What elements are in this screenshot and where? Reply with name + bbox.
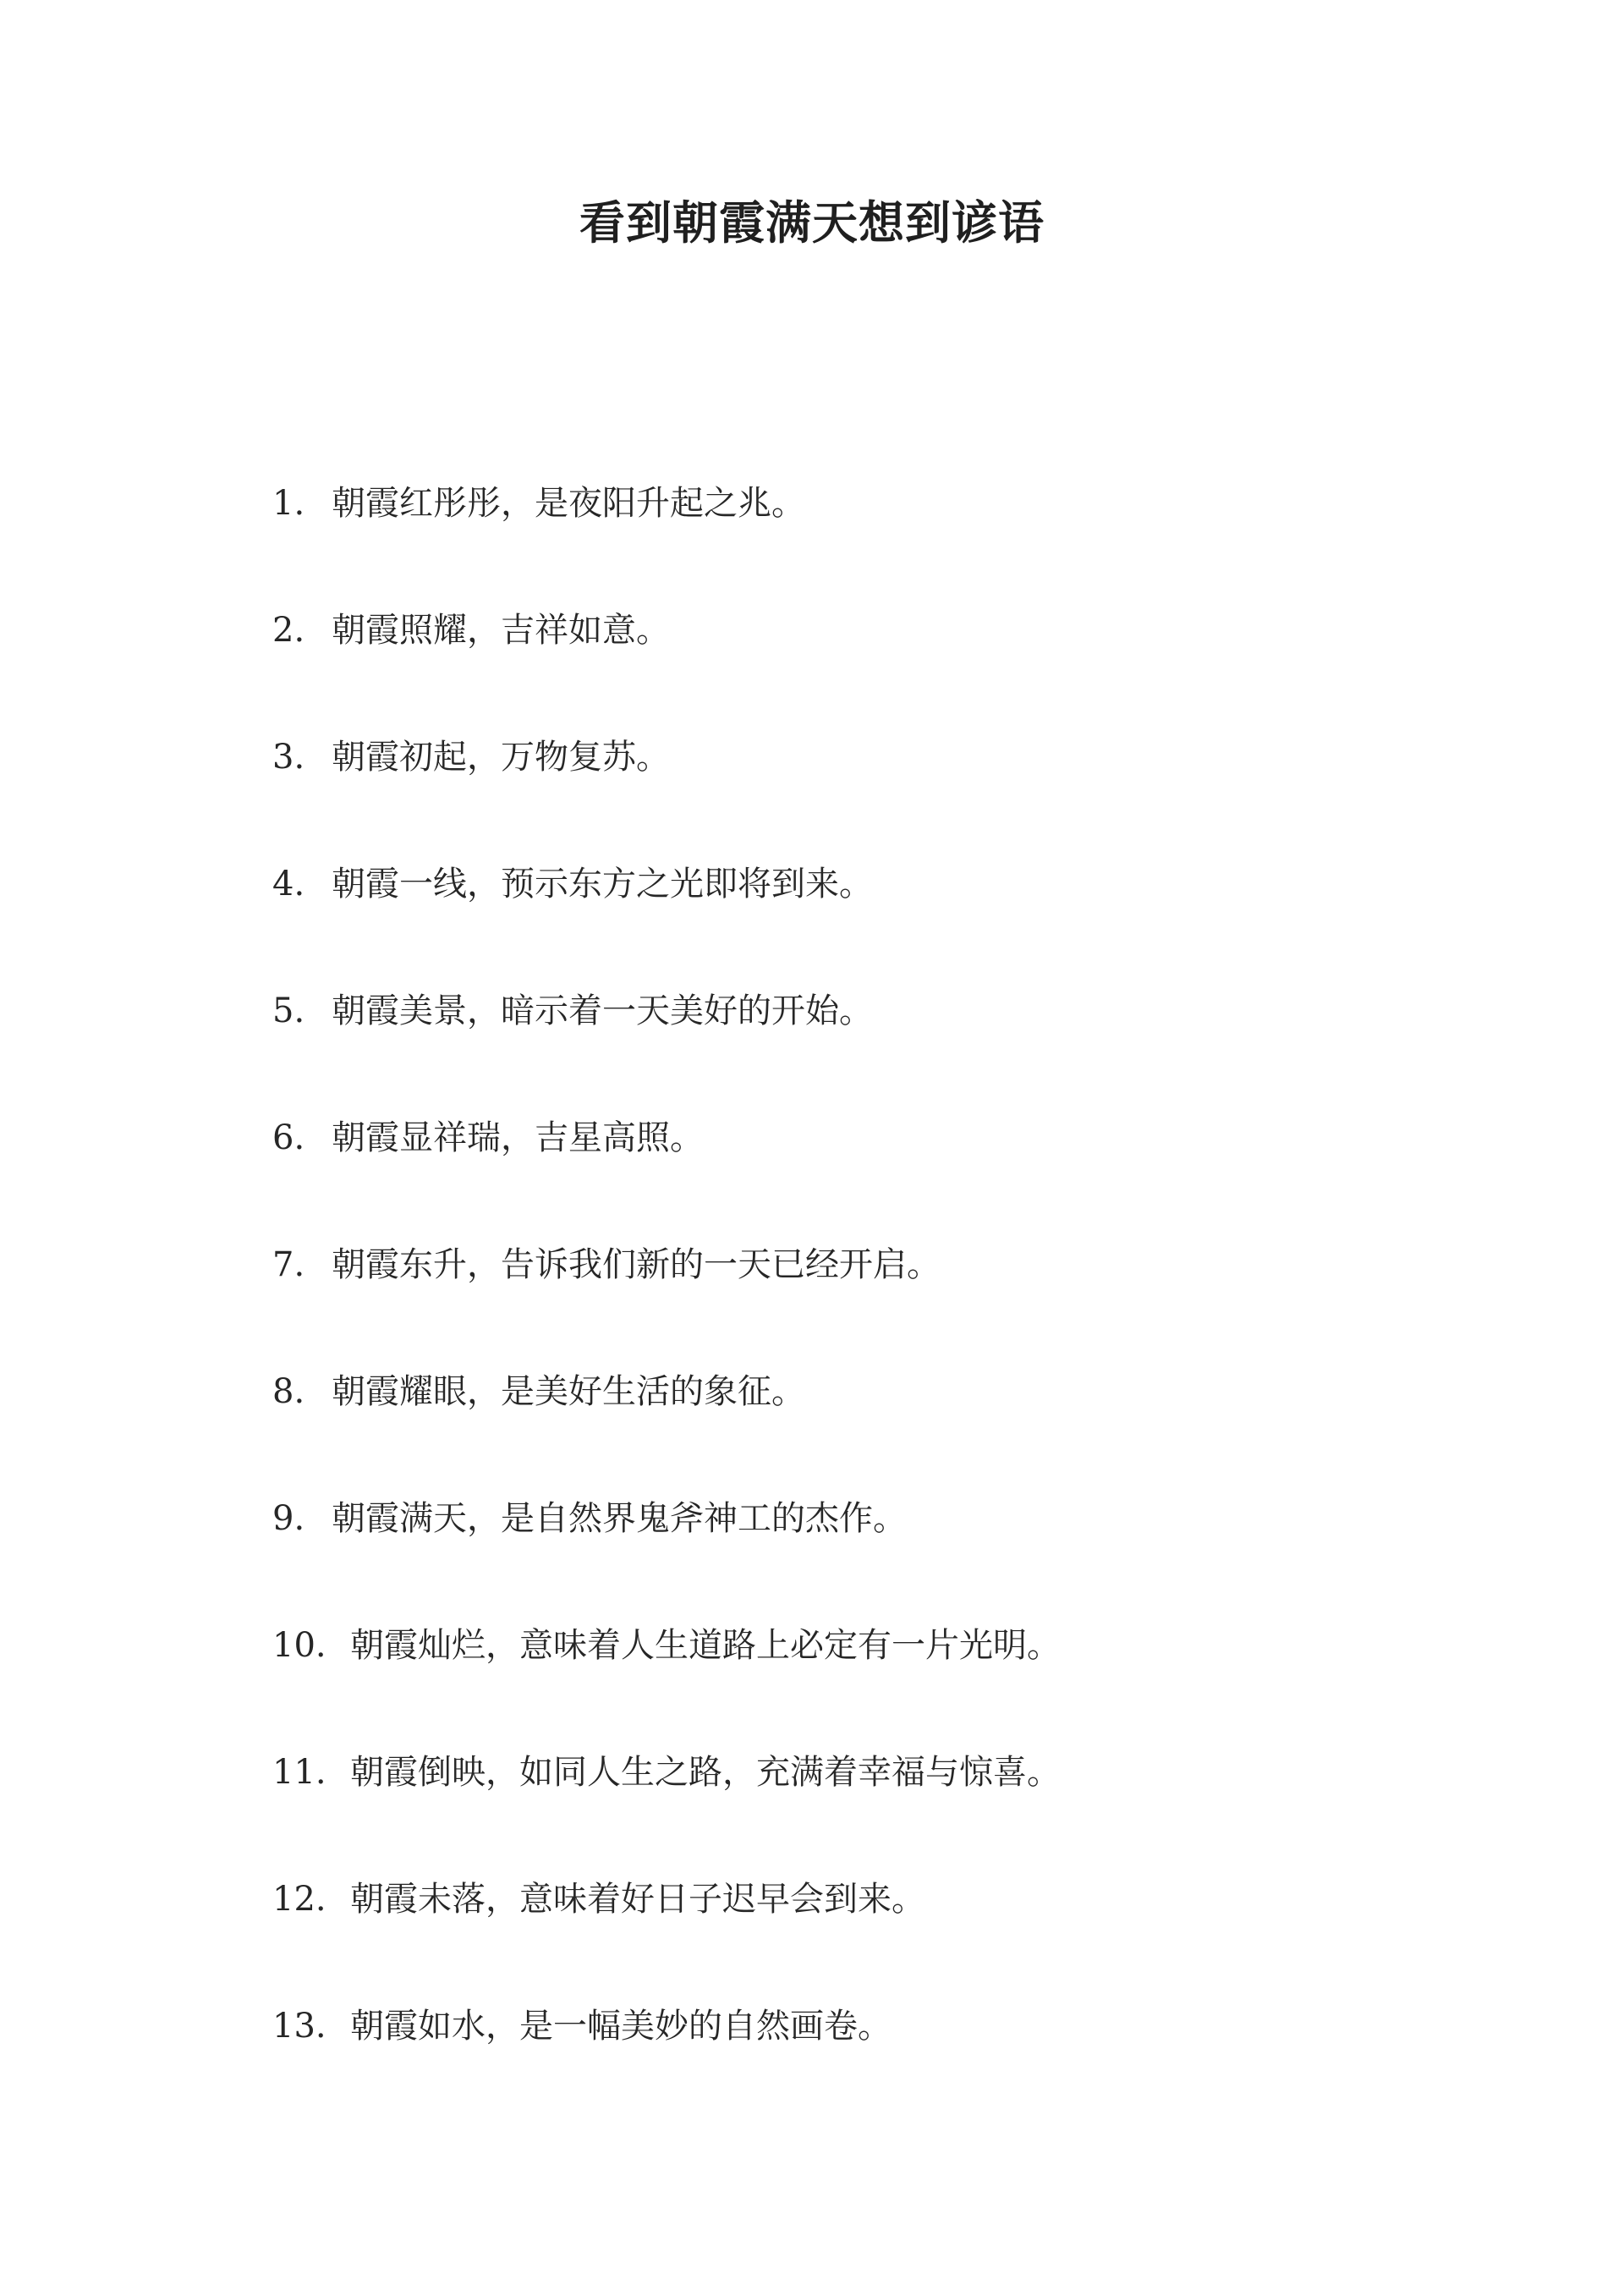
item-number: 2. — [272, 611, 305, 650]
list-item — [272, 567, 1457, 694]
list-item — [272, 1709, 1457, 1836]
list-item — [272, 694, 1457, 821]
item-text: 朝霞红彤彤，是夜阳升起之兆。 — [332, 484, 805, 523]
list-item — [272, 1201, 1457, 1328]
item-text: 朝霞显祥瑞，吉星高照。 — [332, 1118, 704, 1157]
list-item — [272, 1963, 1457, 2090]
list-item — [272, 1074, 1457, 1201]
item-number: 11. — [272, 1753, 326, 1792]
item-text: 朝霞灿烂，意味着人生道路上必定有一片光明。 — [350, 1626, 1061, 1665]
item-text: 朝霞美景，暗示着一天美好的开始。 — [332, 991, 873, 1030]
item-number: 3. — [272, 738, 305, 777]
document-title: 看到朝霞满天想到谚语 — [579, 195, 1045, 250]
item-number: 9. — [272, 1499, 305, 1538]
proverb-list — [272, 440, 1457, 2090]
list-item — [272, 948, 1457, 1074]
item-text: 朝霞东升，告诉我们新的一天已经开启。 — [332, 1245, 941, 1284]
item-number: 10. — [272, 1626, 326, 1665]
list-item — [272, 1328, 1457, 1455]
item-number: 4. — [272, 865, 305, 904]
item-text: 朝霞初起，万物复苏。 — [332, 738, 670, 777]
item-number: 12. — [272, 1880, 326, 1919]
list-item — [272, 1836, 1457, 1963]
item-number: 13. — [272, 2007, 326, 2046]
item-number: 5. — [272, 991, 305, 1030]
item-number: 6. — [272, 1118, 305, 1157]
item-text: 朝霞如水，是一幅美妙的自然画卷。 — [350, 2007, 892, 2046]
list-item — [272, 440, 1457, 567]
item-number: 1. — [272, 484, 305, 523]
item-text: 朝霞一线，预示东方之光即将到来。 — [332, 865, 873, 904]
list-item — [272, 1455, 1457, 1582]
list-item — [272, 1582, 1457, 1709]
item-number: 7. — [272, 1245, 305, 1284]
item-number: 8. — [272, 1372, 305, 1411]
item-text: 朝霞满天，是自然界鬼斧神工的杰作。 — [332, 1499, 907, 1538]
item-text: 朝霞未落，意味着好日子迟早会到来。 — [350, 1880, 925, 1919]
item-text: 朝霞倒映，如同人生之路，充满着幸福与惊喜。 — [350, 1753, 1061, 1792]
item-text: 朝霞照耀，吉祥如意。 — [332, 611, 670, 650]
list-item — [272, 821, 1457, 948]
item-text: 朝霞耀眼，是美好生活的象征。 — [332, 1372, 805, 1411]
